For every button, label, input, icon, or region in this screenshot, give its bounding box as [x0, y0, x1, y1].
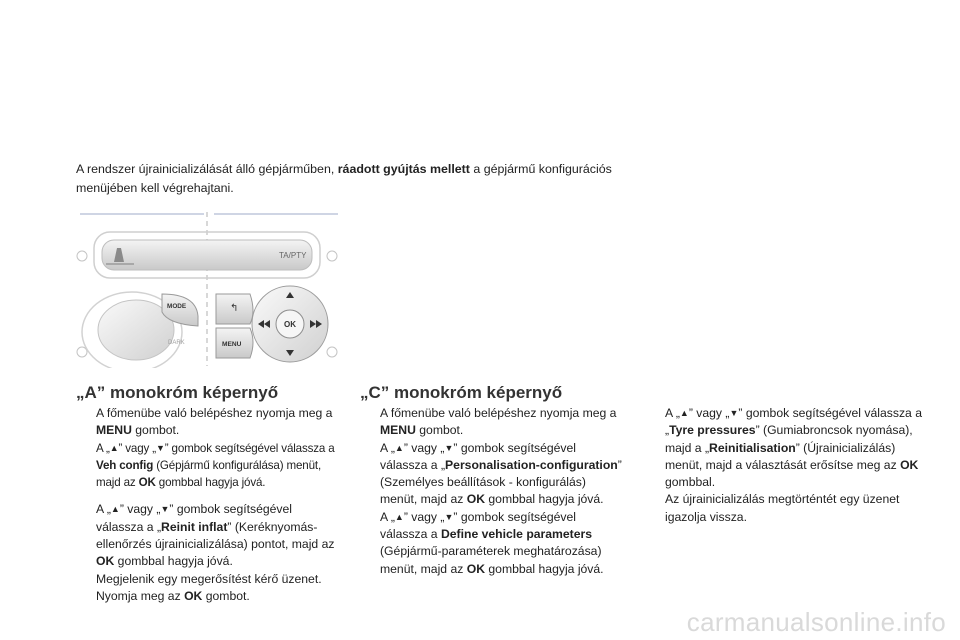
up-arrow-icon: ▲ — [110, 504, 120, 515]
item-bold: MENU — [96, 423, 132, 438]
column-a — [76, 405, 338, 605]
back-arrow-icon: ↰ — [230, 303, 239, 314]
item-text: ” gombok segítségével válassza a „ — [96, 502, 293, 534]
item-text: Az újrainicializálás megtörténtét egy üzenet igazolja vissza. — [665, 492, 900, 524]
down-arrow-icon: ▼ — [444, 442, 454, 453]
watermark: carmanualsonline.info — [686, 607, 946, 637]
item-bold: Reinitialisation — [709, 440, 796, 455]
up-arrow-icon: ▲ — [679, 408, 689, 418]
item-bold: OK — [466, 492, 485, 507]
item-text: ” vagy „ — [403, 509, 445, 524]
item-text: ” vagy „ — [403, 440, 445, 455]
list-item — [76, 440, 338, 492]
item-text: gombbal hagyja jóvá. — [155, 476, 266, 490]
intro-text-end: a gépjármű konfigurációs menüjében kell végrehajtani. — [76, 162, 612, 195]
intro-text: A rendszer újrainicializálását álló gépjárműben, — [76, 162, 338, 176]
item-text: A „ — [380, 509, 395, 524]
list-item — [76, 405, 338, 440]
item-text: ” (Személyes beállítások - konfigurálás) menüt, majd az — [380, 457, 622, 507]
item-text: gombot. — [415, 423, 464, 438]
item-bold: OK — [466, 561, 485, 576]
ok-button-label: OK — [284, 320, 296, 329]
column-c — [360, 405, 622, 578]
item-text: A főmenübe való belépéshez nyomja meg a — [96, 406, 333, 420]
down-arrow-icon: ▼ — [729, 408, 739, 418]
item-text: gombot. — [131, 423, 180, 438]
item-text: A főmenübe való belépéshez nyomja meg a — [380, 406, 617, 420]
control-panel-illustration — [74, 212, 340, 368]
item-text: ” gombok segítségével válassza a „ — [380, 440, 577, 472]
mode-button-label: MODE — [167, 303, 187, 310]
list-item — [360, 405, 622, 440]
item-bold: Define vehicle parameters — [440, 527, 593, 542]
item-text: ” gombok segítségével válassza a „ — [665, 406, 922, 438]
list-item — [360, 509, 622, 578]
ta-pty-label: TA/PTY — [279, 251, 307, 260]
item-text: gombbal. — [665, 475, 716, 490]
column-right — [645, 405, 935, 526]
item-text: A „ — [665, 406, 680, 420]
item-text: ” (Újrainicializálás) menüt, majd a választását erősítse meg az — [665, 440, 901, 472]
item-text: Megjelenik egy megerősítést kérő üzenet. — [96, 571, 322, 586]
item-text: ” gombok segítségével válassza a — [164, 441, 335, 455]
item-text: ” gombok segítségével válassza a — [380, 509, 577, 542]
item-text: (Gépjármű konfigurálása) menüt, majd az — [96, 458, 322, 490]
item-text: A „ — [96, 441, 110, 455]
item-text: gombbal hagyja jóvá. — [485, 492, 604, 507]
list-item — [645, 405, 935, 526]
item-bold: OK — [900, 457, 919, 472]
item-text: ” vagy „ — [688, 406, 730, 420]
heading-c: „C” monokróm képernyő — [360, 383, 563, 402]
intro-paragraph — [76, 160, 636, 198]
up-arrow-icon: ▲ — [394, 511, 404, 522]
item-bold: Personalisation-configuration — [445, 457, 618, 472]
item-bold: Tyre pressures — [669, 423, 756, 438]
menu-button-label: MENU — [222, 341, 242, 348]
item-text: gombbal hagyja jóvá. — [485, 561, 604, 576]
item-bold: Veh config — [96, 458, 154, 472]
item-bold: OK — [184, 588, 203, 603]
item-text: ” (Keréknyomás-ellenőrzés újrainicializálása) pontot, majd az — [96, 519, 335, 552]
list-item — [76, 501, 338, 587]
down-arrow-icon: ▼ — [155, 442, 165, 453]
control-panel-drawing — [74, 212, 340, 368]
item-text: Nyomja meg az — [96, 588, 185, 603]
item-text: (Gépjármű-paraméterek meghatározása) menüt, majd az — [380, 544, 602, 576]
item-text: A „ — [96, 502, 111, 517]
item-text: A „ — [380, 440, 395, 455]
heading-a: „A” monokróm képernyő — [76, 383, 279, 402]
intro-bold: ráadott gyújtás mellett — [337, 162, 470, 176]
item-text: ” vagy „ — [118, 441, 156, 455]
item-bold: OK — [96, 554, 115, 569]
dark-button-label: DARK — [168, 340, 185, 346]
up-arrow-icon: ▲ — [109, 442, 119, 453]
item-text: ” (Gumiabroncsok nyomása), majd a „ — [665, 423, 913, 455]
item-text: gombbal hagyja jóvá. — [114, 554, 233, 569]
item-bold: MENU — [380, 423, 416, 438]
list-item — [360, 440, 622, 509]
item-bold: OK — [138, 476, 156, 490]
list-item — [76, 588, 338, 605]
down-arrow-icon: ▼ — [444, 511, 454, 522]
item-text: gombot. — [202, 588, 250, 603]
item-bold: Reinit inflat — [161, 519, 228, 534]
item-text: ” vagy „ — [119, 502, 161, 517]
down-arrow-icon: ▼ — [160, 504, 170, 515]
up-arrow-icon: ▲ — [394, 442, 404, 453]
